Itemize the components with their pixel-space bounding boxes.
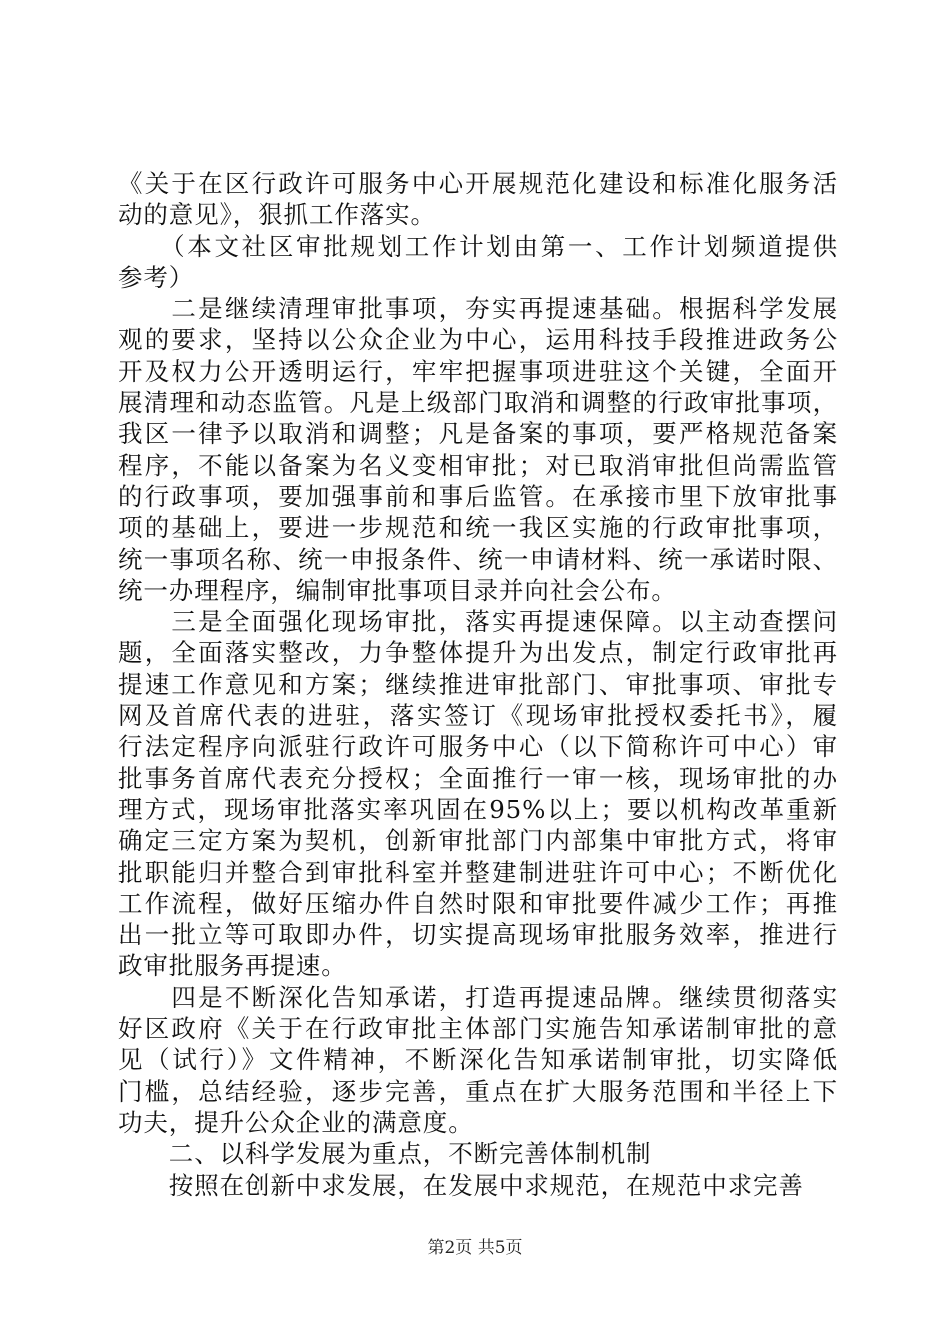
text-line: 项的基础上，要进一步规范和统一我区实施的行政审批事项，	[118, 513, 838, 543]
text-line: 批事务首席代表充分授权；全面推行一审一核，现场审批的办	[118, 763, 838, 793]
text-line: 二、以科学发展为重点，不断完善体制机制	[118, 1139, 652, 1169]
text-line: 理方式，现场审批落实率巩固在95%以上；要以机构改革重新	[118, 794, 838, 824]
text-line: （本文社区审批规划工作计划由第一、工作计划频道提供	[118, 231, 838, 261]
text-line: 二是继续清理审批事项，夯实再提速基础。根据科学发展	[118, 294, 838, 324]
text-line: 参考）	[118, 262, 195, 292]
text-line: 三是全面强化现场审批，落实再提速保障。以主动查摆问	[118, 607, 838, 637]
text-line: 统一事项名称、统一申报条件、统一申请材料、统一承诺时限、	[118, 544, 838, 574]
text-line: 功夫，提升公众企业的满意度。	[118, 1107, 474, 1137]
text-line: 观的要求，坚持以公众企业为中心，运用科技手段推进政务公	[118, 325, 838, 355]
text-line: 我区一律予以取消和调整；凡是备案的事项，要严格规范备案	[118, 419, 838, 449]
text-line: 门槛，总结经验，逐步完善，重点在扩大服务范围和半径上下	[118, 1076, 838, 1106]
text-line: 行法定程序向派驻行政许可服务中心（以下简称许可中心）审	[118, 732, 838, 762]
page-footer: 第2页 共5页	[427, 1238, 523, 1258]
text-line: 开及权力公开透明运行，牢牢把握事项进驻这个关键，全面开	[118, 356, 838, 386]
text-line: 展清理和动态监管。凡是上级部门取消和调整的行政审批事项，	[118, 388, 838, 418]
text-line: 四是不断深化告知承诺，打造再提速品牌。继续贯彻落实	[118, 982, 838, 1012]
text-line: 网及首席代表的进驻，落实签订《现场审批授权委托书》，履	[118, 701, 838, 731]
text-line: 政审批服务再提速。	[118, 951, 347, 981]
text-line: 程序，不能以备案为名义变相审批；对已取消审批但尚需监管	[118, 450, 838, 480]
document-body	[118, 168, 838, 1201]
text-line: 的行政事项，要加强事前和事后监管。在承接市里下放审批事	[118, 481, 838, 511]
text-line: 动的意见》，狠抓工作落实。	[118, 200, 436, 230]
text-line: 题，全面落实整改，力争整体提升为出发点，制定行政审批再	[118, 638, 838, 668]
text-line: 批职能归并整合到审批科室并整建制进驻许可中心；不断优化	[118, 857, 838, 887]
text-line: 确定三定方案为契机，创新审批部门内部集中审批方式，将审	[118, 826, 838, 856]
text-line: 工作流程，做好压缩办件自然时限和审批要件减少工作；再推	[118, 888, 838, 918]
text-line: 按照在创新中求发展，在发展中求规范，在规范中求完善	[118, 1170, 804, 1200]
text-line: 见（试行）》文件精神，不断深化告知承诺制审批，切实降低	[118, 1045, 838, 1075]
text-line: 出一批立等可取即办件，切实提高现场审批服务效率，推进行	[118, 920, 838, 950]
text-line: 提速工作意见和方案；继续推进审批部门、审批事项、审批专	[118, 669, 838, 699]
text-line: 好区政府《关于在行政审批主体部门实施告知承诺制审批的意	[118, 1014, 838, 1044]
text-line: 统一办理程序，编制审批事项目录并向社会公布。	[118, 575, 677, 605]
text-line: 《关于在区行政许可服务中心开展规范化建设和标准化服务活	[118, 169, 838, 198]
